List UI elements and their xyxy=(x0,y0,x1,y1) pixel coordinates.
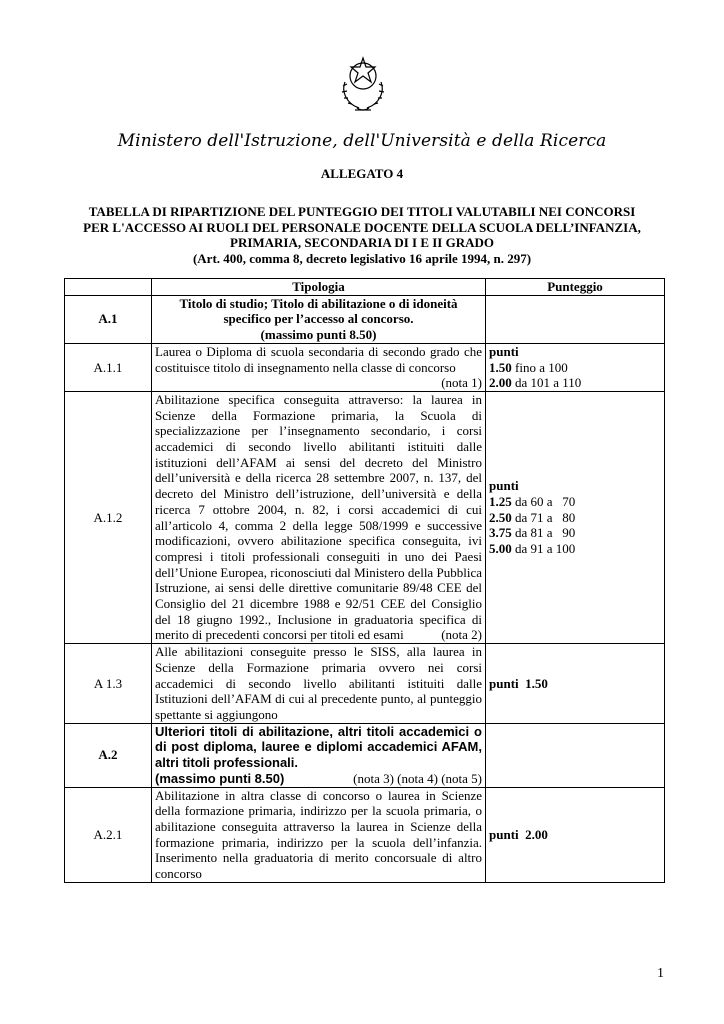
heading-line-1: TABELLA DI RIPARTIZIONE DEL PUNTEGGIO DEI TITOLI VALUTABILI NEI CONCORSI xyxy=(88,204,636,219)
header-tipologia: Tipologia xyxy=(152,279,486,296)
points-a11 xyxy=(486,343,665,391)
document-heading xyxy=(60,204,664,266)
points-a2 xyxy=(486,723,665,787)
a11-points-row-2: 2.00 da 101 a 110 xyxy=(489,375,582,391)
a12-points-row-1: 1.25 da 60 a 70 xyxy=(489,493,576,509)
a2-text: Ulteriori titoli di abilitazione, altri titoli accademici o di post diploma, lauree e diplomi accademici AFAM, altri titoli professionali. xyxy=(155,723,482,771)
page-number: 1 xyxy=(657,966,664,981)
a11-points-label: punti xyxy=(489,343,519,359)
code-a1: A.1 xyxy=(65,295,152,343)
a1-line-3: (massimo punti 8.50) xyxy=(260,327,377,343)
code-a13: A 1.3 xyxy=(65,644,152,724)
a11-text: Laurea o Diploma di scuola secondaria di secondo grado che costituisce titolo di insegnamento nella classe di concorso xyxy=(155,343,482,375)
desc-a1 xyxy=(152,295,486,343)
a12-text: Abilitazione specifica conseguita attraverso: la laurea in Scienze della Formazione primaria, la Scuola di specializzazione per l’insegnamento secondario, i corsi accademici di secondo livello abilitanti istituiti dalle istituzioni dell’AFAM ai sensi del decreto del Ministro dell’università e della ricerca 28 settembre 2007, n. 137, del decreto del Ministro dell’istruzione, dell’università e della ricerca 7 ottobre 2004, n. 82, i corsi accademici di cui all’articolo 4, comma 2 della legge 508/1999 e successive modificazioni, ovvero abilitazione specifica conseguita, ivi compresi i titoli professionali conseguiti in uno dei Paesi dell’Unione Europea, riconosciuti dal Ministero della Pubblica Istruzione, ai sensi delle direttive comunitarie 89/48 CEE del Consiglio del 21 dicembre 1988 e 92/51 CEE del Consiglio del 18 giugno 1992., Inclusione in graduatoria specifica di merito di precedenti concorsi per titoli ed esami xyxy=(155,391,482,643)
header-empty-cell xyxy=(65,279,152,296)
desc-a13: Alle abilitazioni conseguite presso le SISS, alla laurea in Scienze della Formazione primaria ovvero nei corsi accademici di secondo livello abilitanti istituiti dalle Istituzioni dell’AFAM di cui al precedente punto, al punteggio spettante si aggiungono xyxy=(152,644,486,724)
table-row-a11 xyxy=(65,343,665,391)
a2-notes: (nota 3) (nota 4) (nota 5) xyxy=(353,770,482,786)
code-a2: A.2 xyxy=(65,723,152,787)
a12-points-row-4: 5.00 da 91 a 100 xyxy=(489,541,576,557)
header-punteggio: Punteggio xyxy=(486,279,665,296)
desc-a12 xyxy=(152,391,486,643)
a2-max-line xyxy=(155,771,482,787)
heading-line-2: PER L'ACCESSO AI RUOLI DEL PERSONALE DOCENTE DELLA SCUOLA DELL’INFANZIA, xyxy=(83,219,641,235)
points-a21: punti 2.00 xyxy=(486,787,665,882)
code-a11: A.1.1 xyxy=(65,343,152,391)
points-a13: punti 1.50 xyxy=(486,644,665,724)
a12-points-row-2: 2.50 da 71 a 80 xyxy=(489,509,576,525)
table-row-a12 xyxy=(65,391,665,643)
a11-points-row-1: 1.50 fino a 100 xyxy=(489,359,568,375)
table-row-a2 xyxy=(65,723,665,787)
table-row-a21 xyxy=(65,787,665,882)
points-a12 xyxy=(486,391,665,643)
heading-line-3: PRIMARIA, SECONDARIA DI I E II GRADO xyxy=(230,235,494,250)
table-row-a1 xyxy=(65,295,665,343)
points-a1 xyxy=(486,295,665,343)
desc-a21: Abilitazione in altra classe di concorso o laurea in Scienze della formazione primaria, indirizzo per la scuola primaria, o abilitazione conseguita attraverso la laurea in Scienze della formazione primaria, indirizzo per la scuola dell’infanzia. Inserimento nella graduatoria di merito concorsuale di altro concorso xyxy=(152,787,486,882)
a12-points-row-3: 3.75 da 81 a 90 xyxy=(489,525,576,541)
allegato-label: ALLEGATO 4 xyxy=(320,166,404,181)
a1-line-2: specifico per l’accesso al concorso. xyxy=(223,311,414,327)
desc-a2 xyxy=(152,723,486,787)
a1-line-1: Titolo di studio; Titolo di abilitazione o di idoneità xyxy=(179,295,458,311)
a11-note: (nota 1) xyxy=(441,375,482,391)
a12-note: (nota 2) xyxy=(441,627,482,643)
table-row-a13 xyxy=(65,644,665,724)
a2-max: (massimo punti 8.50) xyxy=(155,770,285,786)
desc-a11 xyxy=(152,343,486,391)
code-a21: A.2.1 xyxy=(65,787,152,882)
italian-republic-emblem-icon xyxy=(333,52,393,114)
ministry-name: Ministero dell'Istruzione, dell'Università e della Ricerca xyxy=(117,131,607,151)
code-a12: A.1.2 xyxy=(65,391,152,643)
table-header-row xyxy=(65,279,665,296)
heading-line-4: (Art. 400, comma 8, decreto legislativo 16 aprile 1994, n. 297) xyxy=(192,250,532,266)
a12-points-label: punti xyxy=(489,478,519,494)
points-table xyxy=(64,278,665,883)
